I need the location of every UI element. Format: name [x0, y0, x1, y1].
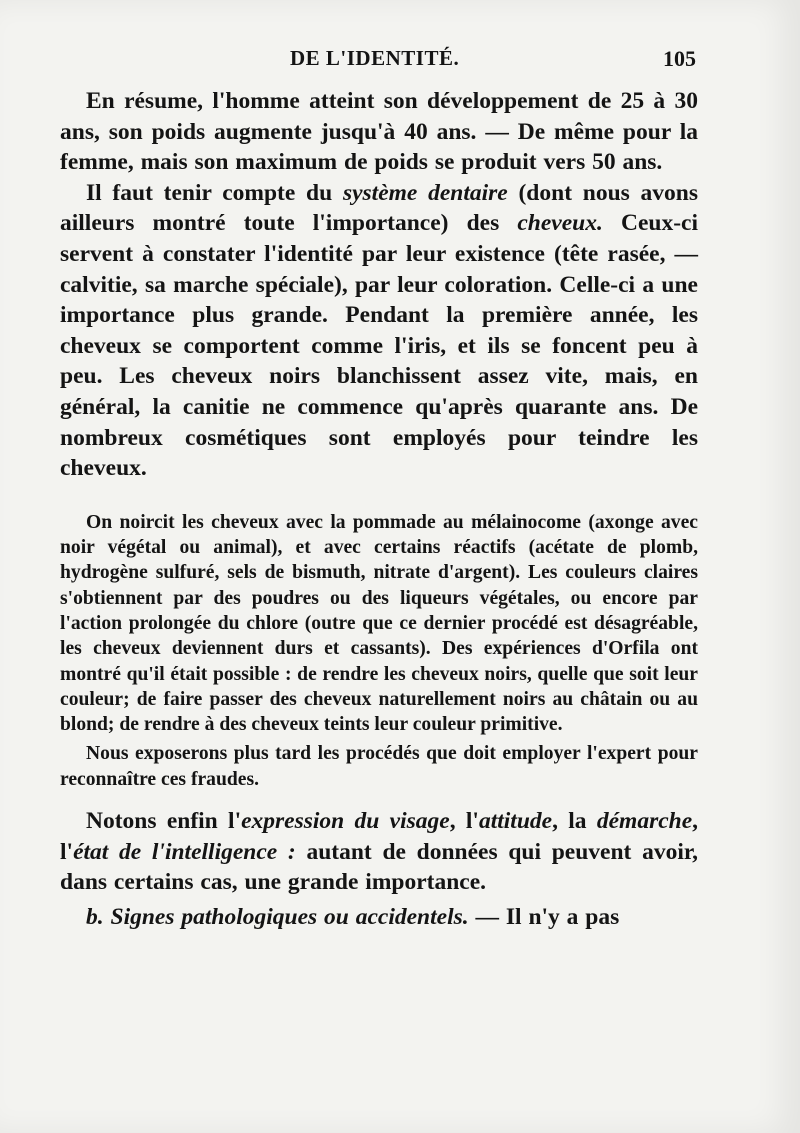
paragraph-fraud-procedures [60, 741, 698, 792]
text-run: (dont nous avons ailleurs montré toute l'importance) des [60, 179, 699, 237]
text-run: Ceux-ci servent à constater l'identité par leur existence (tête rasée, — calvitie, sa marche spéciale), par leur coloration. Celle-ci a une importance plus grande. Pendant la première année, les cheveux se comportent comme l'iris, et ils se foncent peu à peu. Les cheveux noirs blanchissent assez vite, mais, en général, la canitie ne commence qu'après quarante ans. De nombreux cosmétiques sont employés pour teindre les cheveux. [60, 210, 698, 482]
text-run: , l' [449, 807, 479, 834]
italic-term-facial-expression: expression du visage [241, 807, 450, 834]
italic-term-intelligence: état de l'intelligence : [73, 838, 296, 865]
text-run: autant de données qui peuvent avoir, dans certains cas, une grande importance. [60, 838, 698, 896]
text-run: , l' [60, 807, 699, 865]
text-run: — Il n'y a pas [468, 903, 620, 930]
page-header [60, 46, 698, 82]
text-run: Il faut tenir compte du [86, 179, 343, 206]
text-run: , la [552, 807, 597, 834]
page-body [60, 86, 698, 932]
italic-term-attitude: attitude [478, 807, 553, 834]
section-heading-pathological-signs: b. Signes pathologiques ou accidentels. [86, 903, 469, 930]
paragraph-fraud-text: Nous exposerons plus tard les procédés que doit employer l'expert pour reconnaître ces fraudes. [60, 743, 698, 790]
italic-term-hair: cheveux. [517, 210, 603, 237]
paragraph-teeth-hair [60, 178, 698, 484]
italic-term-dental-system: système dentaire [342, 179, 508, 206]
paragraph-expression [60, 806, 698, 898]
running-title: DE L'IDENTITÉ. [290, 46, 460, 70]
page-number: 105 [663, 46, 696, 71]
paragraph-hair-dyeing [60, 510, 698, 738]
italic-term-gait: démarche [596, 807, 693, 834]
text-run: Notons enfin l' [86, 807, 242, 834]
paragraph-summary [60, 86, 698, 178]
paragraph-hair-dyeing-text: On noircit les cheveux avec la pommade au mélainocome (axonge avec noir végétal ou animal), et avec certains réactifs (acétate de plomb, hydrogène sulfuré, sels de bismuth, nitrate d'argent). Les couleurs claires s'obtiennent par des poudres ou des liqueurs végétales, ou encore par l'action prolongée du chlore (outre que ce dernier procédé est désagréable, les cheveux deviennent durs et cassants). Des expériences d'Orfila ont montré qu'il était possible : de rendre les cheveux noirs, quelle que soit leur couleur; de faire passer des cheveux naturellement noirs au châtain ou au blond; de rendre à des cheveux teints leur couleur primitive. [60, 511, 698, 736]
paragraph-pathological-signs [60, 902, 698, 933]
paragraph-summary-text: En résume, l'homme atteint son développement de 25 à 30 ans, son poids augmente jusqu'à 40 ans. — De même pour la femme, mais son maximum de poids se produit vers 50 ans. [60, 88, 698, 176]
